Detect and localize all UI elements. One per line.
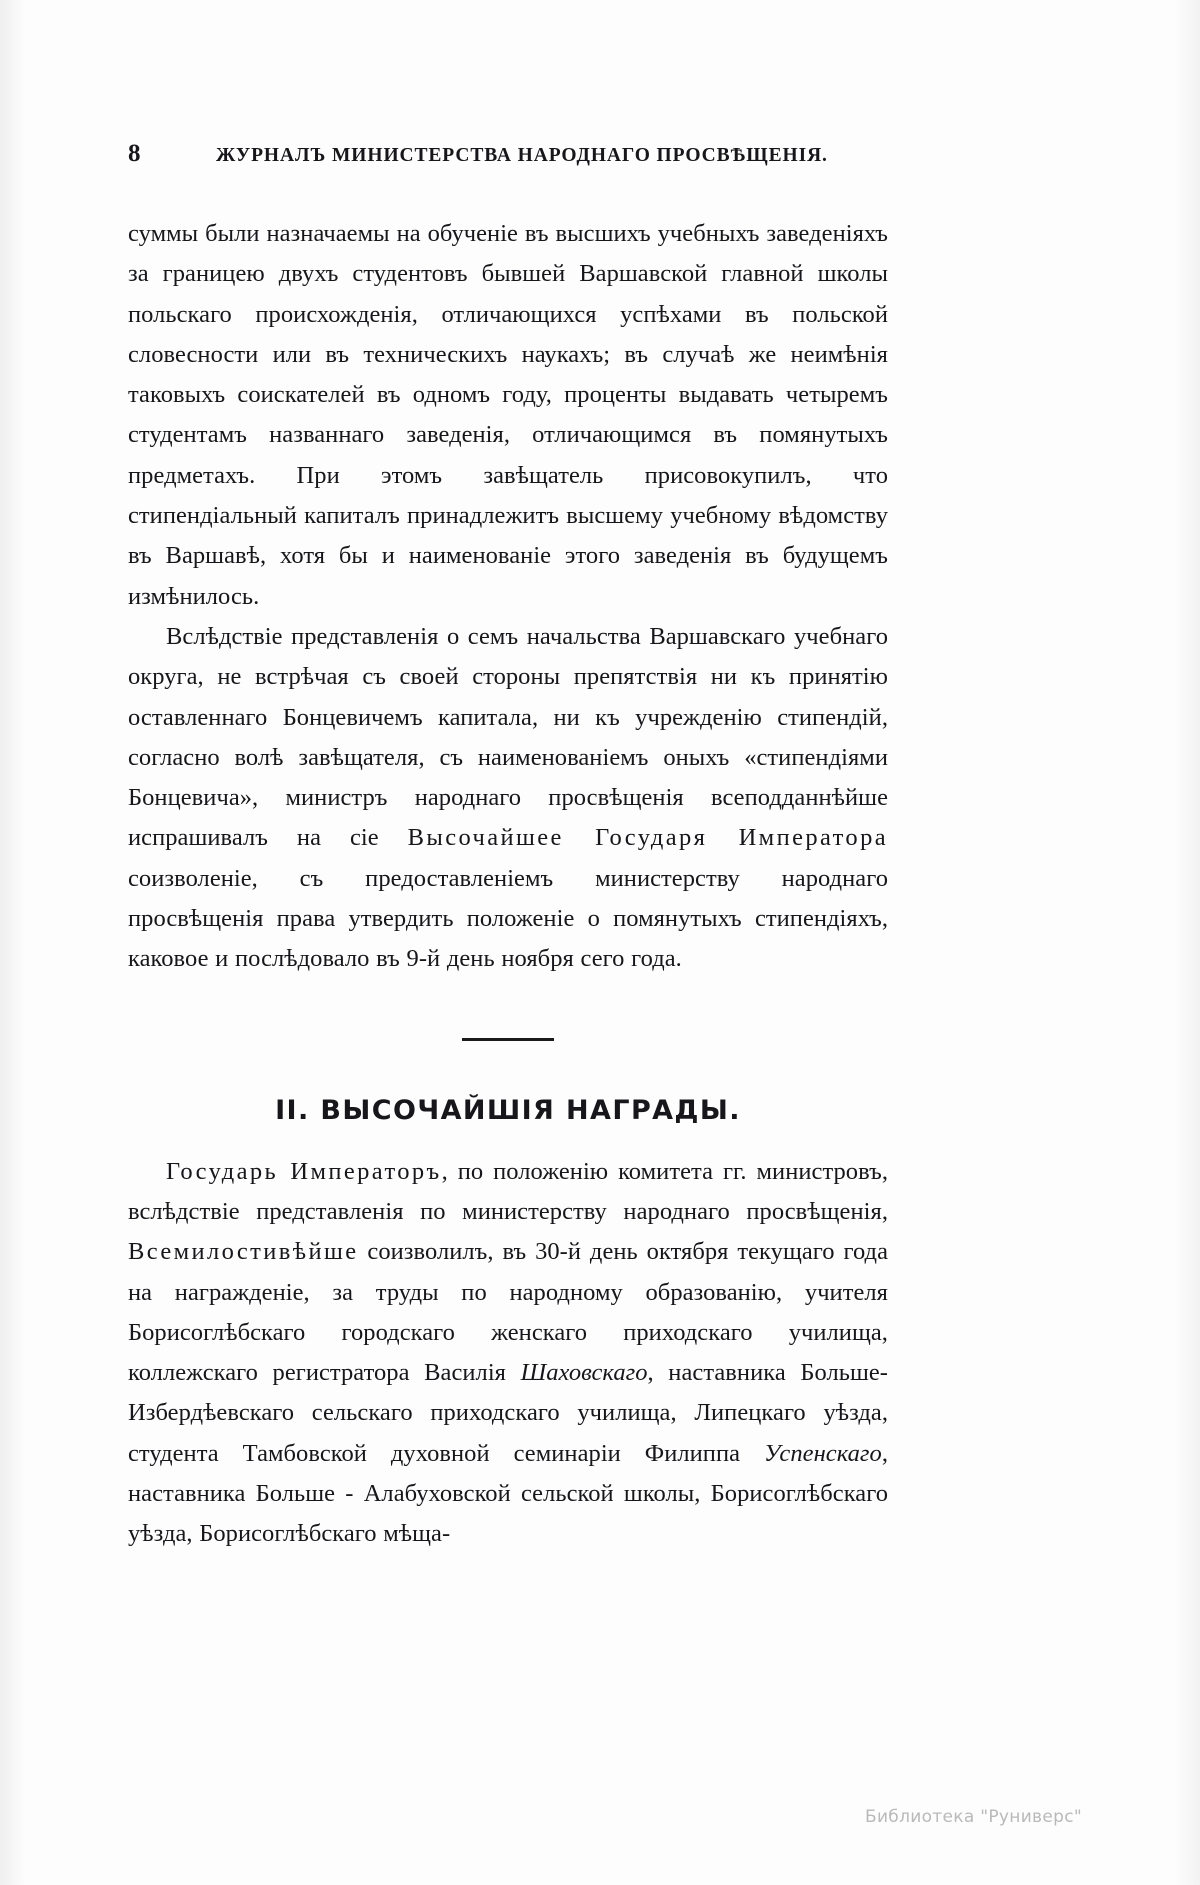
running-head — [128, 140, 888, 174]
paragraph-awards — [128, 1152, 888, 1555]
awards-text-1: , по положенію комитета гг. министровъ, вслѣдствіе представленія по министерству народнаго просвѣщенія, — [128, 1157, 888, 1225]
page-content — [128, 140, 888, 1555]
paragraph-decision — [128, 617, 888, 980]
page-edge-shadow-right — [1174, 0, 1200, 1885]
awardee-name-uspensky: Успенскаго — [764, 1439, 882, 1467]
awards-text-3: , наставника Больше-Избердѣевскаго сельскаго приходскаго училища, Липецкаго уѣзда, студента Тамбовской духовной семинаріи Филиппа — [128, 1359, 888, 1467]
section-heading: II. ВЫСОЧАЙШІЯ НАГРАДЫ. — [275, 1094, 741, 1126]
awards-text-4: , наставника Больше - Алабуховской сельской школы, Борисоглѣбскаго уѣзда, Борисоглѣбскаго мѣща- — [128, 1439, 888, 1548]
page-number: 8 — [128, 140, 141, 167]
paragraph-decision-text-2: соизволеніе, съ предоставленіемъ министерству народнаго просвѣщенія права утвердить положеніе о помянутыхъ стипендіяхъ, каковое и послѣдовало въ 9-й день ноября сего года. — [128, 864, 888, 973]
awards-text-2: соизволилъ, въ 30-й день октября текущаго года на награжденіе, за труды по народному образованію, учителя Борисоглѣбскаго городскаго женскаго приходскаго училища, коллежскаго регистратора Василія — [128, 1238, 888, 1387]
imperial-title-emphasis: Высочайшее Государя Императора — [407, 824, 889, 852]
sovereign-title-emphasis: Государь Императоръ — [166, 1157, 442, 1185]
gracious-title-emphasis: Всемилостивѣйше — [128, 1238, 359, 1266]
paragraph-decision-text-1: Вслѣдствіе представленія о семъ начальства Варшавскаго учебнаго округа, не встрѣчая съ своей стороны препятствія ни къ принятію оставленнаго Бонцевичемъ капитала, ни къ учрежденію стипендій, согласно волѣ завѣщателя, съ наименованіемъ оныхъ «стипендіями Бонцевича», министръ народнаго просвѣщенія всеподданнѣйше испрашивалъ на сіе — [128, 622, 888, 852]
paragraph-continuation: суммы были назначаемы на обученіе въ высшихъ учебныхъ заведеніяхъ за границею двухъ студентовъ бывшей Варшавской главной школы польскаго происхожденія, отличающихся успѣхами въ польской словесности или въ техническихъ наукахъ; въ случаѣ же неимѣнія таковыхъ соискателей въ одномъ году, проценты выдавать четыремъ студентамъ названнаго заведенія, отличающимся въ помянутыхъ предметахъ. При этомъ завѣщатель присовокупилъ, что стипендіальный капиталъ принадлежитъ высшему учебному вѣдомству въ Варшавѣ, хотя бы и наименованіе этого заведенія въ будущемъ измѣнилось. — [128, 220, 888, 610]
page-edge-shadow-left — [0, 0, 26, 1885]
running-head-title: ЖУРНАЛЪ МИНИСТЕРСТВА НАРОДНАГО ПРОСВѢЩЕНІЯ. — [216, 145, 828, 166]
section-divider — [462, 1038, 554, 1041]
awardee-name-shakhovskoy: Шаховскаго — [520, 1359, 648, 1387]
library-watermark: Библиотека "Руниверс" — [865, 1807, 1082, 1827]
